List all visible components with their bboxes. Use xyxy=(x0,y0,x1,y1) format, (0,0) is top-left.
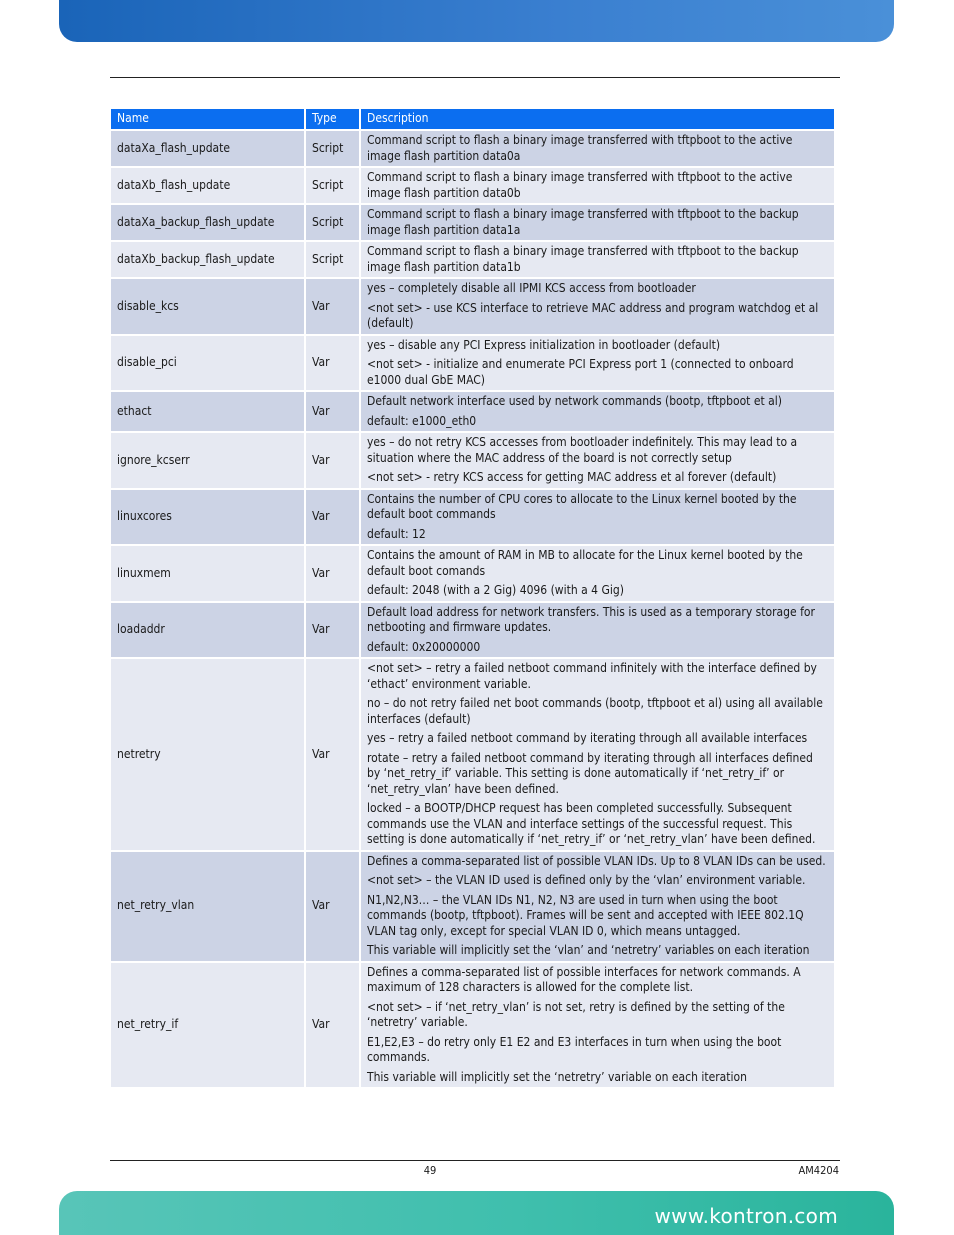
description-paragraph: <not set> - initialize and enumerate PCI Express port 1 (connected to onboard e1000 dual GbE MAC) xyxy=(367,357,794,387)
description-paragraph: <not set> - retry KCS access for getting MAC address et al forever (default) xyxy=(367,470,777,484)
variable-type: Var xyxy=(306,336,359,391)
description-paragraph: <not set> – retry a failed netboot command infinitely with the interface defined by ‘ethact’ environment variable. xyxy=(367,661,817,691)
table-row xyxy=(111,336,834,391)
description-paragraph: <not set> - use KCS interface to retrieve MAC address and program watchdog et al (default) xyxy=(367,300,819,330)
description-paragraph: default: 12 xyxy=(367,526,426,541)
table-row xyxy=(111,392,834,431)
variable-type: Var xyxy=(306,433,359,488)
table-row xyxy=(111,963,834,1088)
page-number: 49 xyxy=(423,1164,437,1177)
variable-name: disable_kcs xyxy=(111,279,304,334)
variable-name: net_retry_if xyxy=(111,963,304,1088)
footer-divider xyxy=(110,1160,840,1161)
table-row xyxy=(111,852,834,961)
document-code: AM4204 xyxy=(798,1164,839,1177)
table-row xyxy=(111,168,834,203)
description-paragraph: E1,E2,E3 – do retry only E1 E2 and E3 interfaces in turn when using the boot commands. xyxy=(367,1034,782,1064)
description-paragraph: <not set> – the VLAN ID used is defined only by the ‘vlan’ environment variable. xyxy=(367,873,806,887)
variable-name: ethact xyxy=(111,392,304,431)
variable-description xyxy=(361,963,834,1088)
variable-name: linuxmem xyxy=(111,546,304,601)
description-paragraph: N1,N2,N3… – the VLAN IDs N1, N2, N3 are used in turn when using the boot commands (bootp, tftpboot). Frames will be sent and accepted with IEEE 802.1Q VLAN tag only, except for special VLAN ID 0, which means untagged. xyxy=(367,892,804,938)
variable-name: linuxcores xyxy=(111,490,304,545)
description-paragraph: yes – completely disable all IPMI KCS access from bootloader xyxy=(367,281,696,295)
variable-type: Var xyxy=(306,546,359,601)
table-row xyxy=(111,131,834,166)
description-paragraph: <not set> – if ‘net_retry_vlan’ is not set, retry is defined by the setting of the ‘netretry’ variable. xyxy=(367,999,785,1029)
variable-name: dataXa_backup_flash_update xyxy=(111,205,304,240)
variable-type: Var xyxy=(306,392,359,431)
variable-description xyxy=(361,336,834,391)
description-paragraph: Command script to flash a binary image transferred with tftpboot to the active image flash partition data0a xyxy=(367,133,793,163)
environment-variables-table xyxy=(109,107,836,1089)
variable-type: Script xyxy=(306,131,359,166)
variable-name: dataXb_flash_update xyxy=(111,168,304,203)
description-paragraph: yes – disable any PCI Express initialization in bootloader (default) xyxy=(367,337,721,352)
table-row xyxy=(111,205,834,240)
description-paragraph: Defines a comma-separated list of possible VLAN IDs. Up to 8 VLAN IDs can be used. xyxy=(367,853,826,868)
website-link[interactable]: www.kontron.com xyxy=(654,1204,838,1228)
variable-type: Var xyxy=(306,603,359,658)
variable-type: Script xyxy=(306,205,359,240)
description-paragraph: rotate – retry a failed netboot command by iterating through all interfaces defined by ‘net_retry_if’ variable. This setting is done automatically if ‘net_retry_if’ or ‘net_retry_vlan’ have been defined. xyxy=(367,750,813,796)
header-divider xyxy=(110,77,840,78)
description-paragraph: default: 0x20000000 xyxy=(367,639,481,654)
column-header-name: Name xyxy=(111,109,304,129)
description-paragraph: Command script to flash a binary image transferred with tftpboot to the backup image flash partition data1b xyxy=(367,244,799,274)
variable-description xyxy=(361,279,834,334)
description-paragraph: default: e1000_eth0 xyxy=(367,413,477,428)
description-paragraph: yes – retry a failed netboot command by iterating through all available interfaces xyxy=(367,731,808,745)
variable-name: net_retry_vlan xyxy=(111,852,304,961)
variable-name: netretry xyxy=(111,659,304,850)
table-row xyxy=(111,659,834,850)
variable-description xyxy=(361,392,834,431)
variable-name: loadaddr xyxy=(111,603,304,658)
variable-description xyxy=(361,433,834,488)
description-paragraph: Default network interface used by network commands (bootp, tftpboot et al) xyxy=(367,394,782,408)
variable-description xyxy=(361,242,834,277)
variable-type: Script xyxy=(306,168,359,203)
variable-name: dataXa_flash_update xyxy=(111,131,304,166)
description-paragraph: Command script to flash a binary image transferred with tftpboot to the active image flash partition data0b xyxy=(367,170,793,200)
variable-description xyxy=(361,490,834,545)
variable-type: Var xyxy=(306,659,359,850)
variable-name: disable_pci xyxy=(111,336,304,391)
description-paragraph: Default load address for network transfers. This is used as a temporary storage for netbooting and firmware updates. xyxy=(367,604,815,634)
table-row xyxy=(111,242,834,277)
description-paragraph: Command script to flash a binary image transferred with tftpboot to the backup image flash partition data1a xyxy=(367,207,799,237)
column-header-description: Description xyxy=(361,109,834,129)
description-paragraph: Defines a comma-separated list of possible interfaces for network commands. A maximum of 128 characters is allowed for the complete list. xyxy=(367,964,801,994)
description-paragraph: This variable will implicitly set the ‘vlan’ and ‘netretry’ variables on each iteration xyxy=(367,943,810,957)
table-row xyxy=(111,433,834,488)
variable-description xyxy=(361,168,834,203)
table-row xyxy=(111,603,834,658)
table-row xyxy=(111,546,834,601)
description-paragraph: locked – a BOOTP/DHCP request has been completed successfully. Subsequent commands use the VLAN and interface settings of the successful request. This setting is done automatically if ‘net_retry_if’ or ‘net_retry_vlan’ have been defined. xyxy=(367,801,816,846)
header-banner xyxy=(59,0,894,42)
variable-type: Script xyxy=(306,242,359,277)
variable-description xyxy=(361,546,834,601)
description-paragraph: This variable will implicitly set the ‘netretry’ variable on each iteration xyxy=(367,1069,747,1084)
variable-type: Var xyxy=(306,279,359,334)
description-paragraph: Contains the number of CPU cores to allocate to the Linux kernel booted by the default boot commands xyxy=(367,491,797,521)
description-paragraph: Contains the amount of RAM in MB to allocate for the Linux kernel booted by the default boot comands xyxy=(367,548,803,578)
column-header-type: Type xyxy=(306,109,359,129)
description-paragraph: no – do not retry failed net boot commands (bootp, tftpboot et al) using all available interfaces (default) xyxy=(367,696,823,726)
variable-description xyxy=(361,131,834,166)
variable-type: Var xyxy=(306,852,359,961)
table-row xyxy=(111,279,834,334)
variable-description xyxy=(361,659,834,850)
description-paragraph: default: 2048 (with a 2 Gig) 4096 (with a 4 Gig) xyxy=(367,583,624,597)
description-paragraph: yes – do not retry KCS accesses from bootloader indefinitely. This may lead to a situation where the MAC address of the board is not correctly setup xyxy=(367,435,798,465)
table-row xyxy=(111,490,834,545)
variable-description xyxy=(361,603,834,658)
variable-name: ignore_kcserr xyxy=(111,433,304,488)
variable-type: Var xyxy=(306,490,359,545)
table-header-row xyxy=(111,109,834,129)
variable-type: Var xyxy=(306,963,359,1088)
variable-name: dataXb_backup_flash_update xyxy=(111,242,304,277)
variable-description xyxy=(361,205,834,240)
footer-banner xyxy=(59,1191,894,1235)
variable-description xyxy=(361,852,834,961)
